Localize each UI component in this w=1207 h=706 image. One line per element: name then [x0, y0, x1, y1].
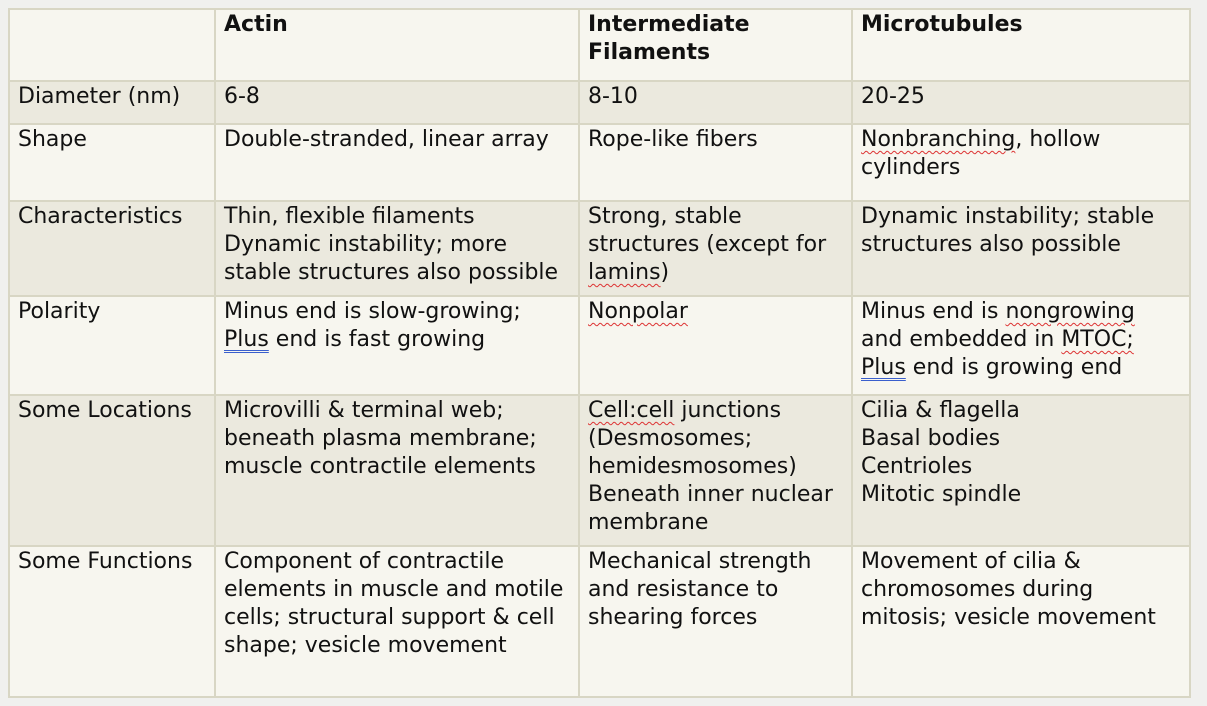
table-row-functions [9, 546, 1190, 697]
spellcheck-word: Cell:cell [588, 398, 675, 423]
cell-line: Basal bodies [861, 426, 1001, 451]
cell-characteristics-actin [215, 201, 579, 296]
header-microtubules: Microtubules [852, 9, 1190, 81]
spellcheck-word: Nonbranching [861, 127, 1016, 152]
cell-line [224, 326, 570, 354]
row-label-shape: Shape [9, 124, 215, 201]
cell-polarity-microtubules [852, 296, 1190, 395]
header-intermediate-line2: Filaments [588, 40, 711, 65]
cell-text-part: , hollow cylinders [861, 127, 1101, 180]
cell-line: Centrioles [861, 454, 973, 479]
table-row-shape [9, 124, 1190, 201]
cell-line [588, 397, 843, 481]
spellcheck-word: Nonpolar [588, 299, 688, 324]
cell-polarity-actin [215, 296, 579, 395]
cell-functions-actin: Component of contractile elements in muscle and motile cells; structural support & cell shape; vesicle movement [215, 546, 579, 697]
cell-line: Minus end is slow-growing; [224, 299, 521, 324]
cell-functions-intermediate: Mechanical strength and resistance to shearing forces [579, 546, 852, 697]
cell-text-part: end is growing end [905, 355, 1123, 380]
cell-line: Cilia & flagella [861, 398, 1020, 423]
cell-locations-actin: Microvilli & terminal web; beneath plasma membrane; muscle contractile elements [215, 395, 579, 546]
header-row [9, 9, 1190, 81]
cell-characteristics-microtubules: Dynamic instability; stable structures also possible [852, 201, 1190, 296]
table-row-characteristics [9, 201, 1190, 296]
cell-line: Mitotic spindle [861, 482, 1022, 507]
row-label-diameter: Diameter (nm) [9, 81, 215, 124]
table-row-polarity [9, 296, 1190, 395]
cell-text-part: ) [660, 260, 670, 285]
cell-text-part: and embedded in [861, 327, 1062, 352]
cell-line: Thin, flexible filaments [224, 204, 475, 229]
header-intermediate-line1: Intermediate [588, 12, 750, 37]
cell-line [861, 354, 1181, 382]
cell-line: Dynamic instability; more stable structures also possible [224, 232, 559, 285]
header-actin: Actin [215, 9, 579, 81]
cell-text-part: junctions (Desmosomes; hemidesmosomes) [588, 398, 797, 479]
cell-locations-microtubules [852, 395, 1190, 546]
cell-shape-microtubules [852, 124, 1190, 201]
cell-functions-microtubules: Movement of cilia & chromosomes during mitosis; vesicle movement [852, 546, 1190, 697]
header-intermediate-filaments [579, 9, 852, 81]
row-label-functions: Some Functions [9, 546, 215, 697]
cell-text-part: Strong, stable structures (except for [588, 204, 827, 257]
grammar-word: Plus [861, 355, 906, 380]
cell-characteristics-intermediate [579, 201, 852, 296]
cell-text-part: end is fast growing [268, 327, 486, 352]
row-label-polarity: Polarity [9, 296, 215, 395]
cell-text-part: Minus end is [861, 299, 1006, 324]
cell-locations-intermediate [579, 395, 852, 546]
cell-diameter-intermediate: 8-10 [579, 81, 852, 124]
spellcheck-word: lamins [588, 260, 661, 285]
spellcheck-word: MTOC; [1061, 327, 1134, 352]
row-label-locations: Some Locations [9, 395, 215, 546]
row-label-characteristics: Characteristics [9, 201, 215, 296]
cytoskeleton-comparison-table [8, 8, 1191, 698]
table-row-diameter [9, 81, 1190, 124]
header-corner-cell [9, 9, 215, 81]
spellcheck-word: nongrowing [1005, 299, 1135, 324]
cell-line: Beneath inner nuclear membrane [588, 482, 833, 535]
cell-polarity-intermediate [579, 296, 852, 395]
cell-shape-actin: Double-stranded, linear array [215, 124, 579, 201]
grammar-word: Plus [224, 327, 269, 352]
table-row-locations [9, 395, 1190, 546]
cell-shape-intermediate: Rope-like fibers [579, 124, 852, 201]
cell-diameter-microtubules: 20-25 [852, 81, 1190, 124]
cell-diameter-actin: 6-8 [215, 81, 579, 124]
